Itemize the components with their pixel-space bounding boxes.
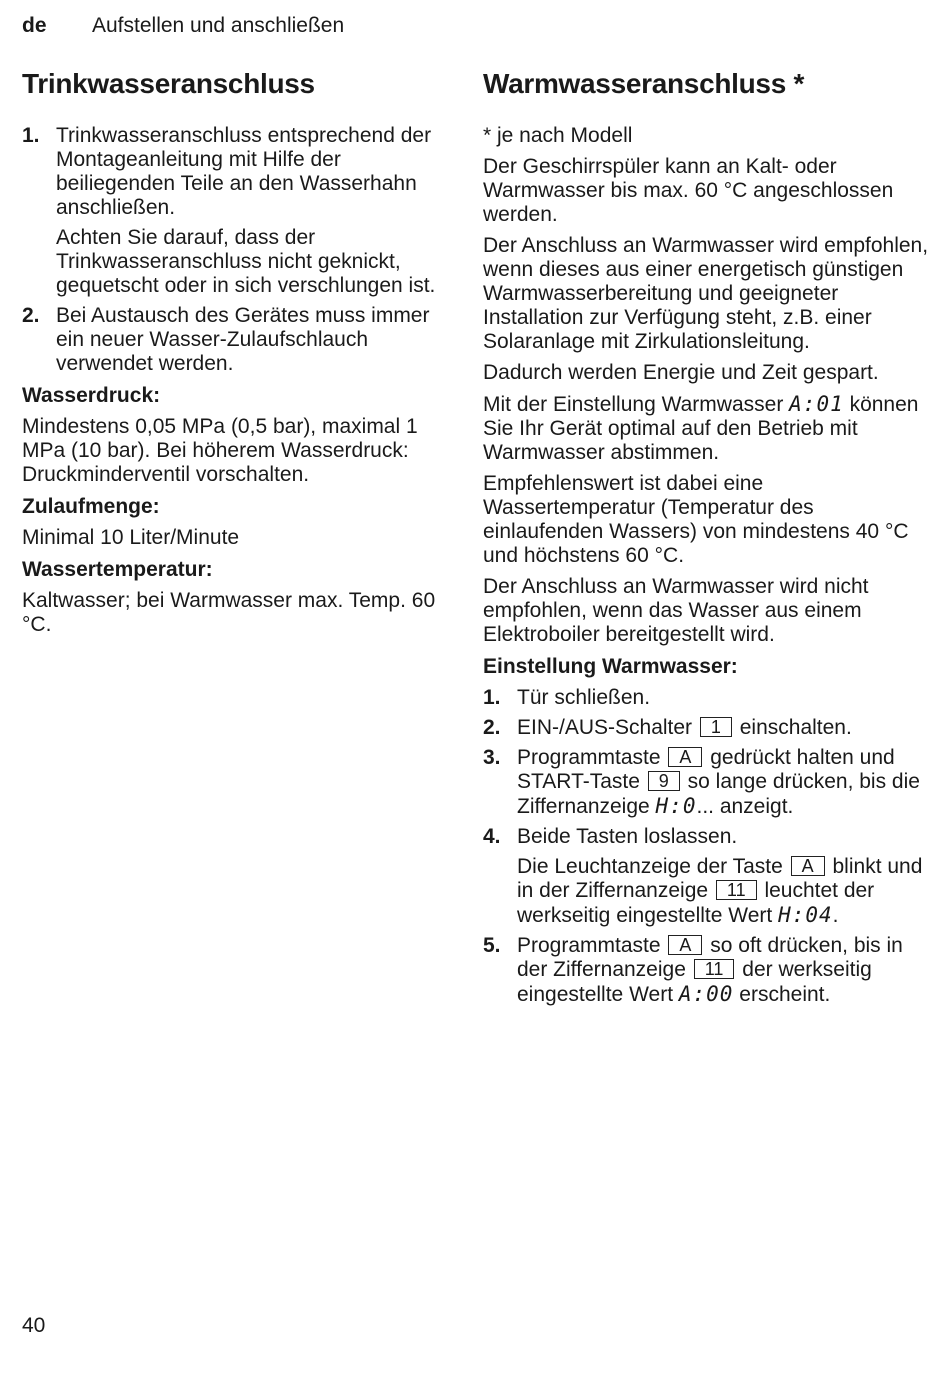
step-1 — [22, 124, 450, 298]
setting-step-3 — [483, 746, 933, 819]
page-header — [22, 14, 344, 38]
step-number: 3. — [483, 746, 501, 769]
wassertemperatur-text: Kaltwasser; bei Warmwasser max. Temp. 60 °C. — [22, 589, 436, 636]
text: so oft drücken, bis in der Ziffernanzeige — [517, 934, 903, 981]
text: so lange drücken, bis die Ziffernanzeige — [517, 770, 920, 818]
setting-label: Einstellung Warmwasser: — [483, 655, 738, 678]
paragraph-6: Der Anschluss an Warmwasser wird nicht empfohlen, wenn das Wasser aus einem Elektroboiler bereitgestellt wird. — [483, 575, 869, 646]
display-code: A:00 — [678, 982, 734, 1006]
step-note: Achten Sie darauf, dass der Trinkwasseranschluss nicht geknickt, gequetscht oder in sich verschlungen ist. — [56, 226, 436, 297]
key-symbol: 1 — [700, 717, 732, 737]
text: ... anzeigt. — [696, 795, 794, 818]
key-symbol: 11 — [694, 959, 735, 979]
step-2 — [22, 304, 450, 376]
setting-step-5 — [483, 934, 933, 1007]
setting-step-4 — [483, 825, 933, 928]
text: der werkseitig eingestellte Wert — [517, 958, 872, 1006]
step-text: Bei Austausch des Gerätes muss immer ein neuer Wasser-Zulaufschlauch verwendet werden. — [56, 304, 430, 375]
display-code: A:01 — [789, 392, 844, 416]
step-number: 4. — [483, 825, 501, 848]
setting-step-1 — [483, 686, 933, 710]
key-symbol: 9 — [648, 771, 680, 791]
step-text: Tür schließen. — [517, 686, 651, 709]
paragraph-5: Empfehlenswert ist dabei eine Wassertemperatur (Temperatur des einlaufenden Wassers) von mindestens 40 °C und höchstens 60 °C. — [483, 472, 909, 567]
step-number: 1. — [22, 124, 40, 147]
left-column — [22, 66, 450, 644]
wasserdruck-label: Wasserdruck: — [22, 384, 161, 407]
text: . — [832, 904, 839, 927]
model-note: * je nach Modell — [483, 124, 633, 147]
step-text — [517, 746, 933, 819]
key-symbol: A — [668, 747, 702, 767]
text: EIN-/AUS-Schalter — [517, 716, 693, 739]
page-number: 40 — [22, 1314, 46, 1337]
step-text: Trinkwasseranschluss entsprechend der Montageanleitung mit Hilfe der beiliegenden Teile an den Wasserhahn anschließen. — [56, 124, 432, 219]
text: blinkt und in der Ziffernanzeige — [517, 855, 923, 902]
heading-warmwasser: Warmwasseranschluss * — [483, 68, 805, 99]
text: Die Leuchtanzeige der Taste — [517, 855, 783, 878]
zulaufmenge-text: Minimal 10 Liter/Minute — [22, 526, 240, 549]
step-number: 5. — [483, 934, 501, 957]
text: Mit der Einstellung Warmwasser — [483, 393, 784, 416]
wassertemperatur-label: Wassertemperatur: — [22, 558, 213, 581]
key-symbol: A — [668, 935, 702, 955]
text: Programmtaste — [517, 934, 661, 957]
step-note — [517, 855, 933, 928]
key-symbol: 11 — [716, 880, 757, 900]
paragraph-3: Dadurch werden Energie und Zeit gespart. — [483, 361, 879, 384]
key-symbol: A — [791, 856, 825, 876]
display-code: H:0 — [655, 794, 697, 818]
display-code: H:04 — [778, 903, 833, 927]
paragraph-1: Der Geschirrspüler kann an Kalt- oder Warmwasser bis max. 60 °C angeschlossen werden. — [483, 155, 894, 226]
setting-step-2 — [483, 716, 933, 740]
step-number: 1. — [483, 686, 501, 709]
text: gedrückt halten und START-Taste — [517, 746, 895, 793]
section-title: Aufstellen und anschließen — [92, 14, 345, 37]
text: leuchtet der werkseitig eingestellte Wert — [517, 879, 875, 927]
text: erscheint. — [739, 983, 831, 1006]
step-text — [517, 716, 933, 740]
wasserdruck-text: Mindestens 0,05 MPa (0,5 bar), maximal 1 MPa (10 bar). Bei höherem Wasserdruck: Druckminderventil vorschalten. — [22, 415, 418, 486]
zulaufmenge-label: Zulaufmenge: — [22, 495, 160, 518]
step-text: Beide Tasten loslassen. — [517, 825, 738, 848]
language-code: de — [22, 14, 47, 37]
text: können Sie Ihr Gerät optimal auf den Betrieb mit Warmwasser abstimmen. — [483, 393, 919, 464]
right-column — [483, 66, 933, 1013]
paragraph-4 — [483, 392, 933, 465]
paragraph-2: Der Anschluss an Warmwasser wird empfohlen, wenn dieses aus einer energetisch günstigen Warmwasserbereitung und geeigneter Installation zur Verfügung steht, z.B. einer Solaranlage mit Zirkulationsleitung. — [483, 234, 929, 353]
step-number: 2. — [22, 304, 40, 327]
heading-trinkwasser: Trinkwasseranschluss — [22, 68, 315, 99]
text: einschalten. — [739, 716, 852, 739]
step-number: 2. — [483, 716, 501, 739]
text: Programmtaste — [517, 746, 661, 769]
step-text — [517, 934, 933, 1007]
